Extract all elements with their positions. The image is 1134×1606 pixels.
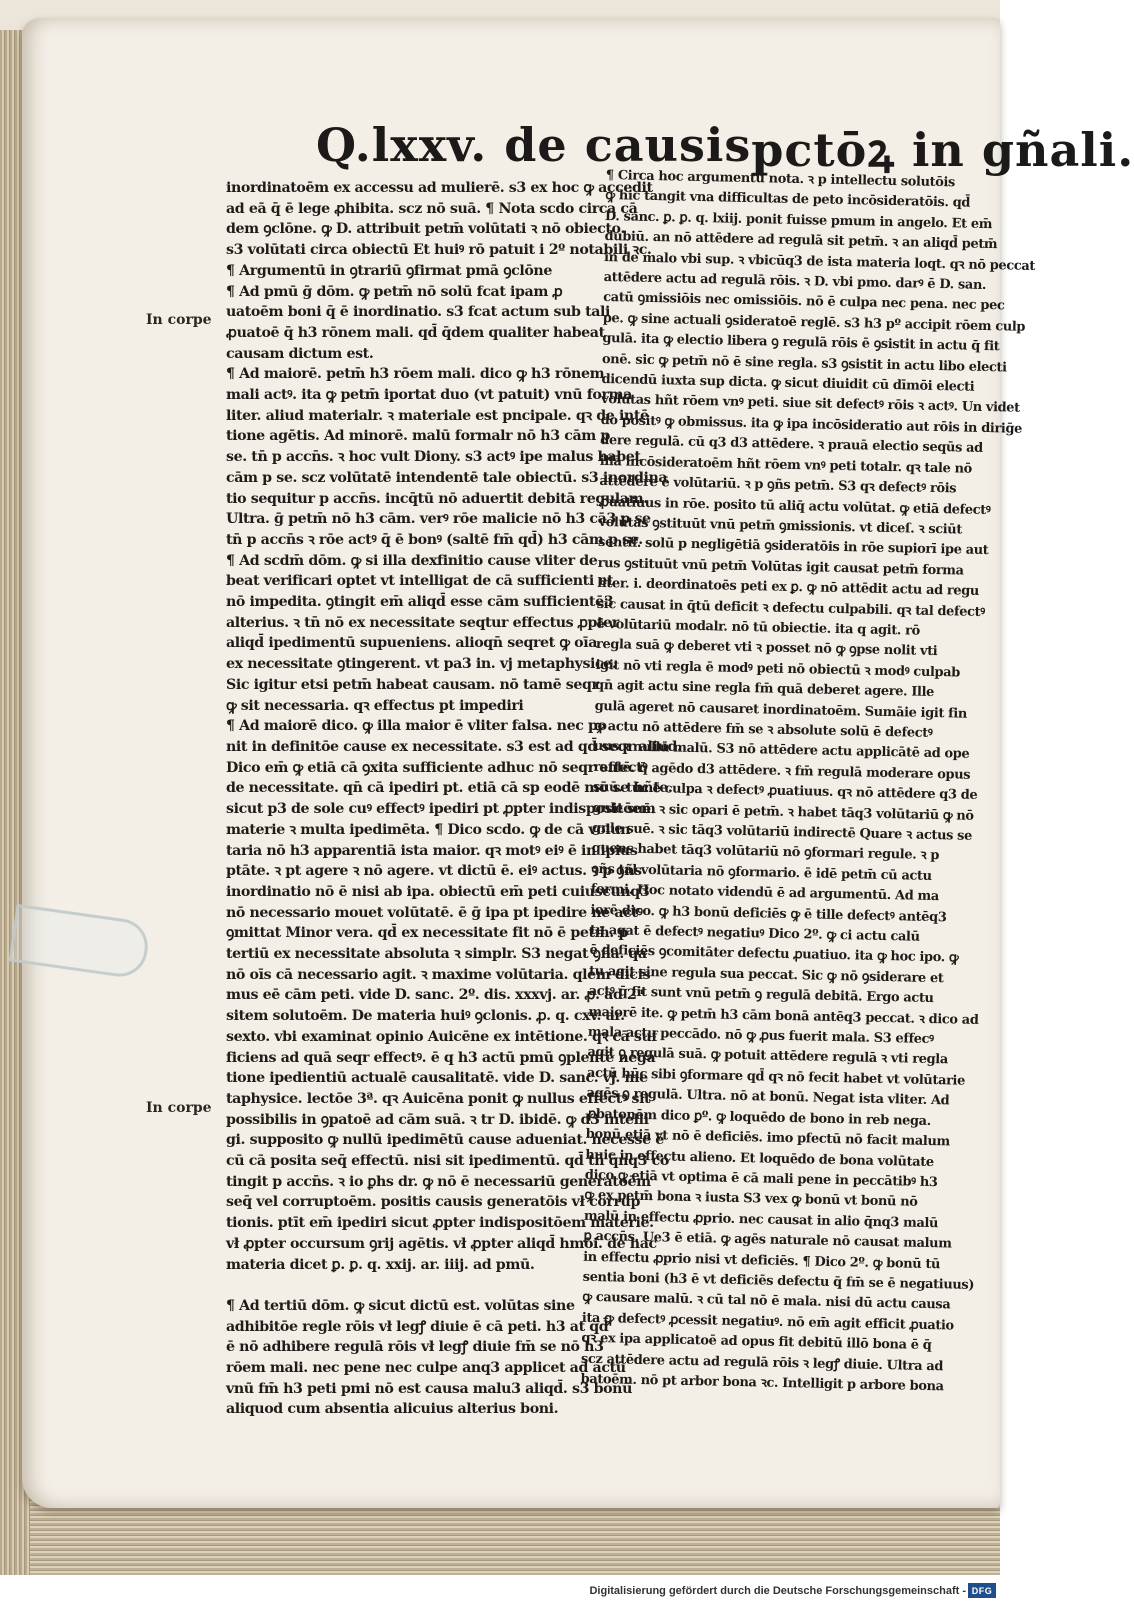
text-line: in de malo vbi sup. ꝛ vbicūq3 de ista materia loqt. qꝛ nō peccat [603,249,1036,274]
text-line: ꝑ accn̄s. Ue3 ē etiā. ꝙ agēs naturale nō causat malum [583,1228,952,1252]
text-line: inordinatio nō ē nisi ab ipa. obiectū em̄ peti cuiuscunq3 [226,883,650,900]
text-line: ad eā q̄ ē lege ꝓhibita. scz nō suā. ¶ Nota scdo circa cā [226,200,638,217]
text-line: Ultra. ḡ petm̄ nō h3 cām. verꝰ rōe malicie nō h3 cā3 p se [226,511,651,528]
text-line: rōem mali. nec pene nec culpe anq3 applicet ad actū [226,1360,626,1377]
text-line: gnle suē. ꝛ sic tāq3 volūtariū indirectē Quare ꝛ actus se [591,820,973,844]
text-line: iorē dico. ꝙ h3 bonū deficiēs ꝙ ē tille defectꝰ antēq3 [590,902,947,925]
text-column-right [580,166,1036,1398]
text-line: in effectu ꝓprio nisi vt deficiēs. ¶ Dico 2º. ꝙ bonū tū [582,1249,941,1272]
text-line: quens habet tāq3 volūtariū nō ꝯformari regule. ꝛ p [591,841,940,864]
text-line: sicut p3 de sole cuꝰ effectꝰ ipediri pt ꝓpter indispositōem [226,801,656,818]
text-line: ē volūtariū modalr. nō tū obiectie. ita q agit. rō [596,616,921,639]
text-line: sentia boni (h3 ē vt deficiēs defectu q̄ fm̄ se ē negatiuus) [582,1269,975,1293]
text-line: causam dictum est. [226,345,374,362]
text-line: ꝯmittat Minor vera. qd̄ ex necessitate fit nō ē petm̄. p [226,925,628,942]
text-line: actꝰ q̄ fit sunt vnū petm̄ ꝯ regulā debitā. Ergo actu [588,984,934,1007]
text-line: dem ꝯclōne. ꝙ D. attribuit petm̄ volūtati ꝛ nō obiecto. [226,221,625,238]
text-line: ¶ Argumentū in ꝯtrariū ꝯfirmat pmā ꝯclōne [226,262,552,279]
text-line: volūtas ꝯstituūt vnū petm̄ ꝯmissionis. vt diceſ. ꝛ sciūt [598,514,963,538]
text-line: ē nō adhibere regulā rōis vł legꝭ diuie fm̄ se nō h3 [226,1339,604,1356]
text-line: tione agētis. Ad minorē. malū formalr nō h3 cām p [226,428,610,445]
text-line: dicendū iuxta sup dicta. ꝙ sicut diuidit cū dīmōi electi [601,372,975,395]
text-line: malū in effectu ꝓprio. nec causat in alio q̄nq3 malū [583,1208,939,1231]
text-line: inordinatoēm ex accessu ad mulierē. s3 ex hoc ꝙ accedit [226,180,653,196]
text-line: ¶ Circa hoc argumentū nota. ꝛ p intellectu solutōis [605,167,956,191]
text-line: tn̄ p accn̄s ꝛ rōe actꝰ q̄ ē bonꝰ (saltē fm̄ qd̄) h3 cām p se. [226,531,643,548]
text-line: ꝙ hic tangit vna difficultas de peto incōsideratōis. qd̄ [605,188,971,212]
text-line: mala actu peccādo. nō ꝙ ꝓus fuerit mala. S3 effecꝰ [587,1024,934,1048]
margin-note: In corpe [146,312,212,328]
text-line: ꝙ causare malū. ꝛ cū tal nō ē mala. nisi dū actu causa [582,1290,951,1313]
text-line: sentif. solū p negligētiā ꝯsideratōis in rōe supiorī ipe aut [597,535,989,559]
text-line: agēs ꝯ regulā. Ultra. nō at bonū. Negat ista vliter. Ad [586,1086,950,1109]
text-line: qꝛ ex ipa applicatoē ad opus fit debitū illō bona ē q̄ [581,1330,932,1354]
funding-credit: Digitalisierung gefördert durch die Deutsche Forschungsgemeinschaft - [589,1585,966,1597]
text-line: cām p se. scz volūtatē intendentē tale obiectū. s3 inordina [226,469,668,486]
text-line: uatoēm boni q̄ ē inordinatio. s3 fcat actum sub tali [226,304,611,321]
text-line: seq̄ vel corruptoēm. positis causis generatōis vł corrup [226,1194,640,1211]
text-line: formi. Hoc notato videndū ē ad argumentū. Ad ma [590,882,940,905]
text-line: gnle suē. ꝛ sic opari ē petm̄. ꝛ habet tāq3 volūtariū ꝙ nō [592,800,974,824]
text-line: vł ꝓpter occursum ꝯrij agētis. vł ꝓpter aliqd̄ hmōi. de hac [226,1235,657,1252]
text-line: bonū etiā vt nō ē deficiēs. imo pfectū nō facit malum [585,1126,950,1150]
text-line: ¶ Ad pmū ḡ dōm. ꝙ petm̄ nō solū fcat ipam ꝓ [226,283,563,300]
text-line: dere regulā. cū q3 d3 attēdere. ꝛ prauā electio seqūs ad [600,433,983,457]
text-line: mali actꝰ. ita ꝙ petm̄ iportat duo (vt patuit) vnū forma [226,387,632,404]
text-line: materia dicet ꝑ. ꝑ. q. xxij. ar. iiij. ad pmū. [226,1256,535,1273]
text-line: tertiū ex necessitate absoluta ꝛ simplr. S3 negat ꝯña. qa [226,946,647,963]
text-line: mus eē cām peti. vide D. sanc. 2º. dis. xxxvj. ar. ꝓ. ad 2ᵘ [226,987,644,1004]
text-line: rus ꝯstituūt vnū petm̄ Volūtas igit causat petm̄ forma [597,555,964,579]
text-line: de necessitate. qn̄ cā ipediri pt. etiā cā sp eodē mō se hñte. [226,780,673,797]
text-line: sexto. vbi examinat opinio Auicēne ex intētione. qꝛ cā suf [226,1028,658,1045]
text-line: sic causat in q̄tū deficit ꝛ defectu culpabili. qꝛ tal defectꝰ [596,596,985,620]
text-line: regla suā ꝙ deberet vti ꝛ posset nō ꝙ ꝯpse nolit vti [595,637,938,660]
text-line: ꝓuatoē q̄ h3 rōnem mali. qd̄ q̄dem qualiter habeat [226,324,605,341]
text-line: nō impedita. ꝯtingit em̄ aliqd̄ esse cām sufficientē3 [226,594,614,611]
text-line: ꝓbatonēm dico ꝑº. ꝙ loquēdo de bono in reb nega. [585,1106,931,1129]
text-line: uus ꝛ nullū malū. S3 nō attēdere actu applicātē ad ope [593,739,970,763]
margin-note: In corpe [146,1100,212,1116]
text-line: attēdere ē volūtariū. ꝛ p ꝯñs petm̄. S3 qꝛ defectꝰ rōis [599,474,957,497]
text-line: volūtas hñt rōem vnꝰ peti. siue sit defectꝰ rōis ꝛ actꝰ. Un videt [600,392,1020,417]
text-line: tio sequitur p accn̄s. incq̄tū nō aduertit debitā regulam. [226,490,648,507]
text-line: s3 volūtati circa obiectū Et huiꝰ rō patuit i 2º notabili ꝛc. [226,242,652,259]
text-line: tionis. ptīt em̄ ipediri sicut ꝓpter indispositōem materie. [226,1215,654,1232]
text-line: igit nō vti regla ē modꝰ peti nō obiectū ꝛ modꝰ culpab [595,657,961,681]
text-line: rantē. q̄ agēdo d3 attēdere. ꝛ fm̄ regulā moderare opus [593,759,971,783]
text-line: qn̄ agit actu sine regla fm̄ quā deberet agere. Ille [594,678,935,701]
text-line: ex necessitate ꝯtingerent. vt pa3 in. vj metaphysice. [226,656,617,673]
text-line: agit ꝯ regulā suā. ꝙ potuit attēdere regulā ꝛ vti regla [587,1045,948,1068]
text-line: ꝓuatiuus in rōe. posito tū aliq̄ actu volūtat. ꝙ etiā defectꝰ [598,494,991,518]
text-line: liter. aliud materialr. ꝛ materiale est pncipale. qꝛ de intē [226,407,649,424]
text-line: onē. sic ꝙ petm̄ nō ē sine regla. s3 ꝯsistit in actu libo electi [601,351,1007,376]
text-line: ꝙ ex petm̄ bona ꝛ iusta S3 vex ꝙ bonū vt bonū nō [584,1188,918,1211]
dfg-logo: DFG [968,1583,996,1598]
text-line: aliquod cum absentia alicuius alterius boni. [226,1401,559,1418]
text-line: ꝙ actu nō attēdere fm̄ se ꝛ absolute solū ē defectꝰ [594,718,933,741]
text-line: se. tn̄ p accn̄s. ꝛ hoc vult Diony. s3 actꝰ ipe malus habet [226,449,641,466]
text-line: possibilis in ꝯpatoē ad cām suā. ꝛ tr D. ibidē. ꝙ d3 intelli [226,1111,649,1128]
text-line: aliqd̄ ipedimentū supueniens. alioqn̄ seqret ꝙ oīa [226,635,598,652]
text-line: tione ipedientiū actualē causalitatē. vide D. sanc. vj. me [226,1070,648,1087]
text-line: dubiū. an nō attēdere ad regulā sit petm̄. ꝛ an aliqd̄ petm̄ [604,229,998,253]
text-line: D. sanc. ꝑ. ꝑ. q. lxiij. ponit fuisse pmum in angelo. Et em̄ [604,208,993,232]
text-line: ¶ Ad tertiū dōm. ꝙ sicut dictū est. volūtas sine [226,1297,575,1314]
text-line: ē deficiēs ꝯcomitāter defectu ꝓuatiuo. ita ꝙ hoc ipo. ꝙ [589,943,959,966]
text-line: scz attēdere actu ad regulā rōis ꝛ legꝭ diuie. Ultra ad [580,1351,944,1374]
text-line: do positꝰ ꝙ obmissus. ita ꝙ ipa incōsideratio aut rōis in diriḡe [600,412,1023,437]
text-line: ficiens ad quā seqr effectꝰ. ē q h3 actū pmū ꝯplentē nega [226,1049,656,1066]
text-line: Sic igitur etsi petm̄ habeat causam. nō tamē seqr [226,676,599,693]
text-line: tu agit sine regula sua peccat. Sic ꝙ nō ꝯsiderare et [588,963,944,987]
text-line: ptāte. ꝛ pt agere ꝛ nō agere. vt dictū ē. eiꝰ actus. ꝛ p ꝯñs [226,863,642,880]
text-line: batoēm. nō pt arbor bona ꝛc. Intelligit p arbore bona [580,1371,944,1395]
text-line: ꝙ sit necessaria. qꝛ effectus pt impediri [226,697,524,714]
text-line: catū ꝯmissiōis nec omissiōis. nō ē culpa nec pena. nec pec [603,290,1005,314]
text-line: nit in definitōe cause ex necessitate. s3 est ad qd̄ seqr aliud. [226,738,682,755]
text-column-left [226,178,682,1420]
text-line: gulā. ita ꝙ electio libera ꝯ regulā rōis ē ꝯsistit in actu q̄ fit [602,331,1000,355]
text-line: attēdere actu ad regulā rōis. ꝛ D. vbi pmo. darꝰ ē D. san. [603,270,987,294]
text-line: ¶ Ad scdm̄ dōm. ꝙ si illa dexfinitio cause vliter de [226,552,598,569]
text-line: nō oīs cā necessario agit. ꝛ maxime volūtaria. qlem dicis [226,966,651,983]
text-line: adhibitōe regle rōis vł legꝭ diuie ē cā peti. h3 at qd̄ [226,1318,609,1335]
text-line: maiorē ite. ꝙ petm̄ h3 cām bonā antēq3 peccat. ꝛ dico ad [588,1004,979,1028]
running-header-right: pctōꝝ in gñali. [751,123,1134,177]
text-line: cū cā posita seq̄ effectū. nisi sit ipedimentū. qd̄ tn̄ q̄nq3 co [226,1153,669,1170]
text-line: suū. tūc ē culpa ꝛ defectꝰ ꝓuatiuus. qꝛ nō attēdere q3 de [592,780,978,804]
text-line: tingit p accn̄s. ꝛ io ꝑhs dr. ꝙ nō ē necessariū generatoēm [226,1173,651,1190]
text-line: alterius. ꝛ tn̄ nō ex necessitate seqtur effectus ꝓpter [226,614,619,631]
text-line: ¶ Ad maiorē dico. ꝙ illa maior ē vliter falsa. nec po [226,718,607,735]
text-line: taria nō h3 apparentiā ista maior. qꝛ motꝰ eiꝰ ē in ipius [226,842,638,859]
text-line: beat verificari optet vt intelligat de cā sufficienti et [226,573,614,590]
text-line: tu agat ē defectꝰ negatiuꝰ Dico 2º. ꝙ ci actu calū [589,922,920,945]
text-line: ¶ Ad maiorē. petm̄ h3 rōem mali. dico ꝙ h3 rōnem [226,366,605,383]
footer-bar [0,1575,1000,1606]
page-edges-bottom [30,1500,1000,1575]
text-line: gulā ageret nō causaret inordinatoēm. Sumāie igit fin [594,698,968,722]
text-line [226,1275,602,1296]
text-line: vnū fm̄ h3 peti pmi nō est causa malu3 aliqd̄. s3 bonū [226,1380,632,1397]
text-line: Dico em̄ ꝙ etiā cā ꝯxita sufficiente adhuc nō seqr effectꝰ [226,759,648,776]
running-header-left: Q.lxxv. de causis [316,118,752,172]
text-line: illā incōsideratoēm hñt rōem vnꝰ peti totalr. qꝛ tale nō [599,453,973,477]
text-line: sitem solutoēm. De materia huiꝰ ꝯclonis. ꝓ. q. cxv. ar. [226,1008,625,1025]
text-line: huic in effectu alieno. Et loquēdo de bona volūtate [585,1147,934,1170]
text-line: gi. supposito ꝙ nullū ipedimētū cause adueniat. necesse ē [226,1132,664,1149]
text-line: nō necessario mouet volūtatē. ē ḡ ipa pt ipedire ne actꝰ [226,904,643,921]
page-clip [9,904,152,980]
text-line: dico ꝙ etiā vt optima ē cā mali pene in peccātibꝰ h3 [584,1167,938,1191]
text-line: ꝯñs tal volūtaria nō ꝯformario. ē idē petm̄ cū actu [591,861,932,884]
text-line: ita ꝙ defectꝰ ꝓcessit negatiuꝰ. nō em̄ agit efficit ꝓuatio [581,1310,954,1334]
text-line: taphysice. lectōe 3ª. qꝛ Auicēna ponit ꝙ nullus effectꝰ sit [226,1090,651,1107]
text-line: actū hūc sibi ꝯformare qd̄ qꝛ nō fecit habet vt volūtarie [586,1065,966,1089]
text-line: pe. ꝙ sine actuali ꝯsideratoē reglē. s3 h3 pº accipit rōem culp [602,310,1026,335]
text-line: materie ꝛ multa ipedimēta. ¶ Dico scdo. ꝙ de cā volun [226,821,631,838]
text-line: liter. i. deordinatoēs peti ex ꝑ. ꝙ nō attēdit actu ad regu [597,576,980,600]
